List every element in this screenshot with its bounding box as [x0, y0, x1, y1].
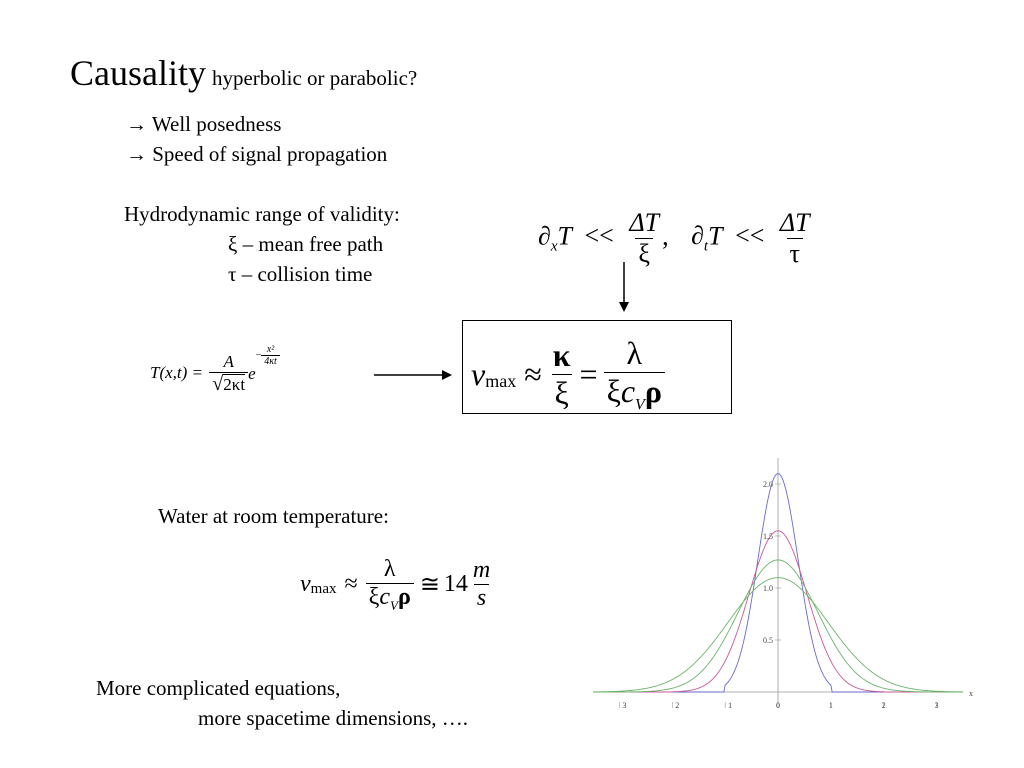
validity-xi-definition: ξ – mean free path: [228, 232, 384, 256]
x-tick-label: 3: [934, 701, 939, 710]
deltaT-over-xi: $\frac{\Delta T}{\xi}$: [629, 208, 660, 268]
x-tick-label: 1: [828, 701, 833, 710]
y-tick-label: 2.0: [763, 480, 773, 489]
deltaT-over-tau: $\frac{\Delta T}{\tau}$: [779, 208, 810, 268]
x-tick-label: 2: [675, 701, 680, 710]
x-tick-label: 3: [622, 701, 627, 710]
x-axis-label: x: [969, 689, 973, 698]
down-arrow: [614, 262, 634, 314]
conclusion-line-1: More complicated equations,: [96, 676, 341, 700]
right-arrow: [374, 368, 454, 382]
water-vmax-estimate: v max ≈ $\frac{\lambda}{\xi c_V\rho}$ ≅ 14 $\frac{m}{s}$: [300, 556, 491, 613]
y-tick-label: 1.0: [763, 584, 773, 593]
lambda-over-xi-cV-rho: $\frac{\lambda}{\xi c_V\rho}$: [604, 335, 665, 414]
heat-kernel-solution: T(x,t) = $\frac{A}{√2\kappa t}$ $e^{- \frac{\text{x²}}{4\kappa t}}$: [150, 344, 280, 396]
bullet-well-posedness: → Well posedness: [126, 112, 282, 136]
title-sub: hyperbolic or parabolic?: [211, 66, 418, 90]
conclusion-line-2: more spacetime dimensions, ….: [198, 706, 469, 730]
kappa-over-xi: $\frac{\kappa}{\xi}$: [552, 337, 571, 412]
validity-heading: Hydrodynamic range of validity:: [124, 202, 400, 226]
x-tick-label: 2: [881, 701, 886, 710]
title-main: Causality: [70, 53, 206, 93]
y-tick-label: 1.5: [763, 532, 773, 541]
gaussian-spread-chart: [588, 452, 988, 716]
x-tick-label: 0: [776, 701, 780, 710]
gradient-conditions: $\partial_xT$ << $\frac{\Delta T}{\xi}$ , $\partial_tT$ << $\frac{\Delta T}{\tau}$: [538, 208, 813, 269]
vmax-result-box: v max ≈ $\frac{\kappa}{\xi}$ = $\frac{\lambda}{\xi c_V\rho}$: [462, 320, 732, 414]
water-label: Water at room temperature:: [158, 504, 389, 528]
validity-tau-definition: τ – collision time: [228, 262, 373, 286]
x-tick-label: 1: [728, 701, 733, 710]
bullet-signal-speed: → Speed of signal propagation: [126, 142, 388, 166]
y-tick-label: 0.5: [763, 636, 773, 645]
slide-title: [70, 52, 417, 94]
